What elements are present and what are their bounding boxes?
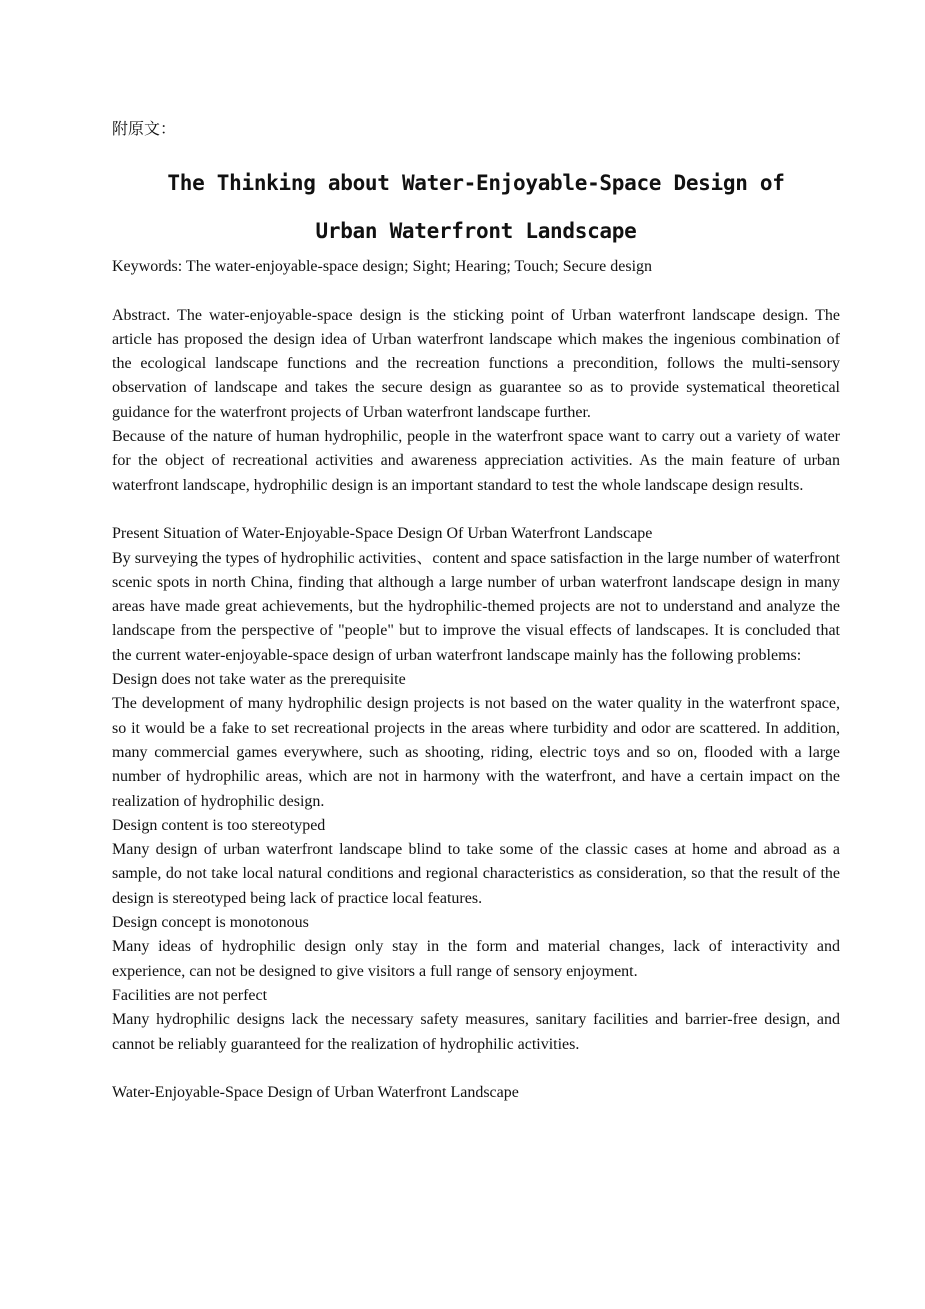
section-heading: Present Situation of Water-Enjoyable-Space Design Of Urban Waterfront Landscape <box>112 525 653 543</box>
problem-heading: Design concept is monotonous <box>112 914 309 932</box>
spacer <box>112 279 840 303</box>
title-line-1: The Thinking about Water-Enjoyable-Space Design of <box>167 171 785 195</box>
section-heading: Water-Enjoyable-Space Design of Urban Waterfront Landscape <box>112 1084 519 1102</box>
problem-heading: Design content is too stereotyped <box>112 816 326 834</box>
problem-heading: Design does not take water as the prerequisite <box>112 671 406 689</box>
section-body: By surveying the types of hydrophilic activities、content and space satisfaction in the large number of waterfront scenic spots in north China, finding that although a large number of urban waterfront landscape design in many areas have made great achievements, but the hydrophilic-themed projects are not to understand and analyze the landscape from the perspective of "people" but to improve the visual effects of landscapes. It is concluded that the current water-enjoyable-space design of urban waterfront landscape mainly has the following problems: <box>112 549 840 664</box>
spacer <box>112 1057 840 1081</box>
problem-body: Many ideas of hydrophilic design only stay in the form and material changes, lack of interactivity and experience, can not be designed to give visitors a full range of sensory enjoyment. <box>112 938 840 980</box>
document-page <box>112 118 840 1105</box>
problem-body: Many design of urban waterfront landscape blind to take some of the classic cases at home and abroad as a sample, do not take local natural conditions and regional characteristics as consideration, so that the result of the design is stereotyped being lack of practice local features. <box>112 841 840 907</box>
paper-title <box>112 159 840 255</box>
abstract: Abstract. The water-enjoyable-space design is the sticking point of Urban waterfront landscape design. The article has proposed the design idea of Urban waterfront landscape which makes the ingenious combination of the ecological landscape functions and the recreation functions a precondition, follows the multi-sensory observation of landscape and takes the secure design as guarantee so as to provide systematical theoretical guidance for the waterfront projects of Urban waterfront landscape further. <box>112 306 840 421</box>
title-line-2: Urban Waterfront Landscape <box>315 219 637 243</box>
spacer <box>112 498 840 522</box>
problem-body: Many hydrophilic designs lack the necessary safety measures, sanitary facilities and barrier-free design, and cannot be reliably guaranteed for the realization of hydrophilic activities. <box>112 1011 840 1053</box>
intro-paragraph: Because of the nature of human hydrophilic, people in the waterfront space want to carry out a variety of water for the object of recreational activities and awareness appreciation activities. As the main feature of urban waterfront landscape, hydrophilic design is an important standard to test the whole landscape design results. <box>112 428 840 494</box>
problem-heading: Facilities are not perfect <box>112 986 268 1004</box>
keywords: Keywords: The water-enjoyable-space design; Sight; Hearing; Touch; Secure design <box>112 258 653 275</box>
attachment-label: 附原文： <box>112 121 177 138</box>
problem-body: The development of many hydrophilic design projects is not based on the water quality in the waterfront space, so it would be a fake to set recreational projects in the areas where turbidity and odor are scattered. In addition, many commercial games everywhere, such as shooting, riding, electric toys and so on, flooded with a large number of hydrophilic areas, which are not in harmony with the waterfront, and have a certain impact on the realization of hydrophilic design. <box>112 695 840 810</box>
